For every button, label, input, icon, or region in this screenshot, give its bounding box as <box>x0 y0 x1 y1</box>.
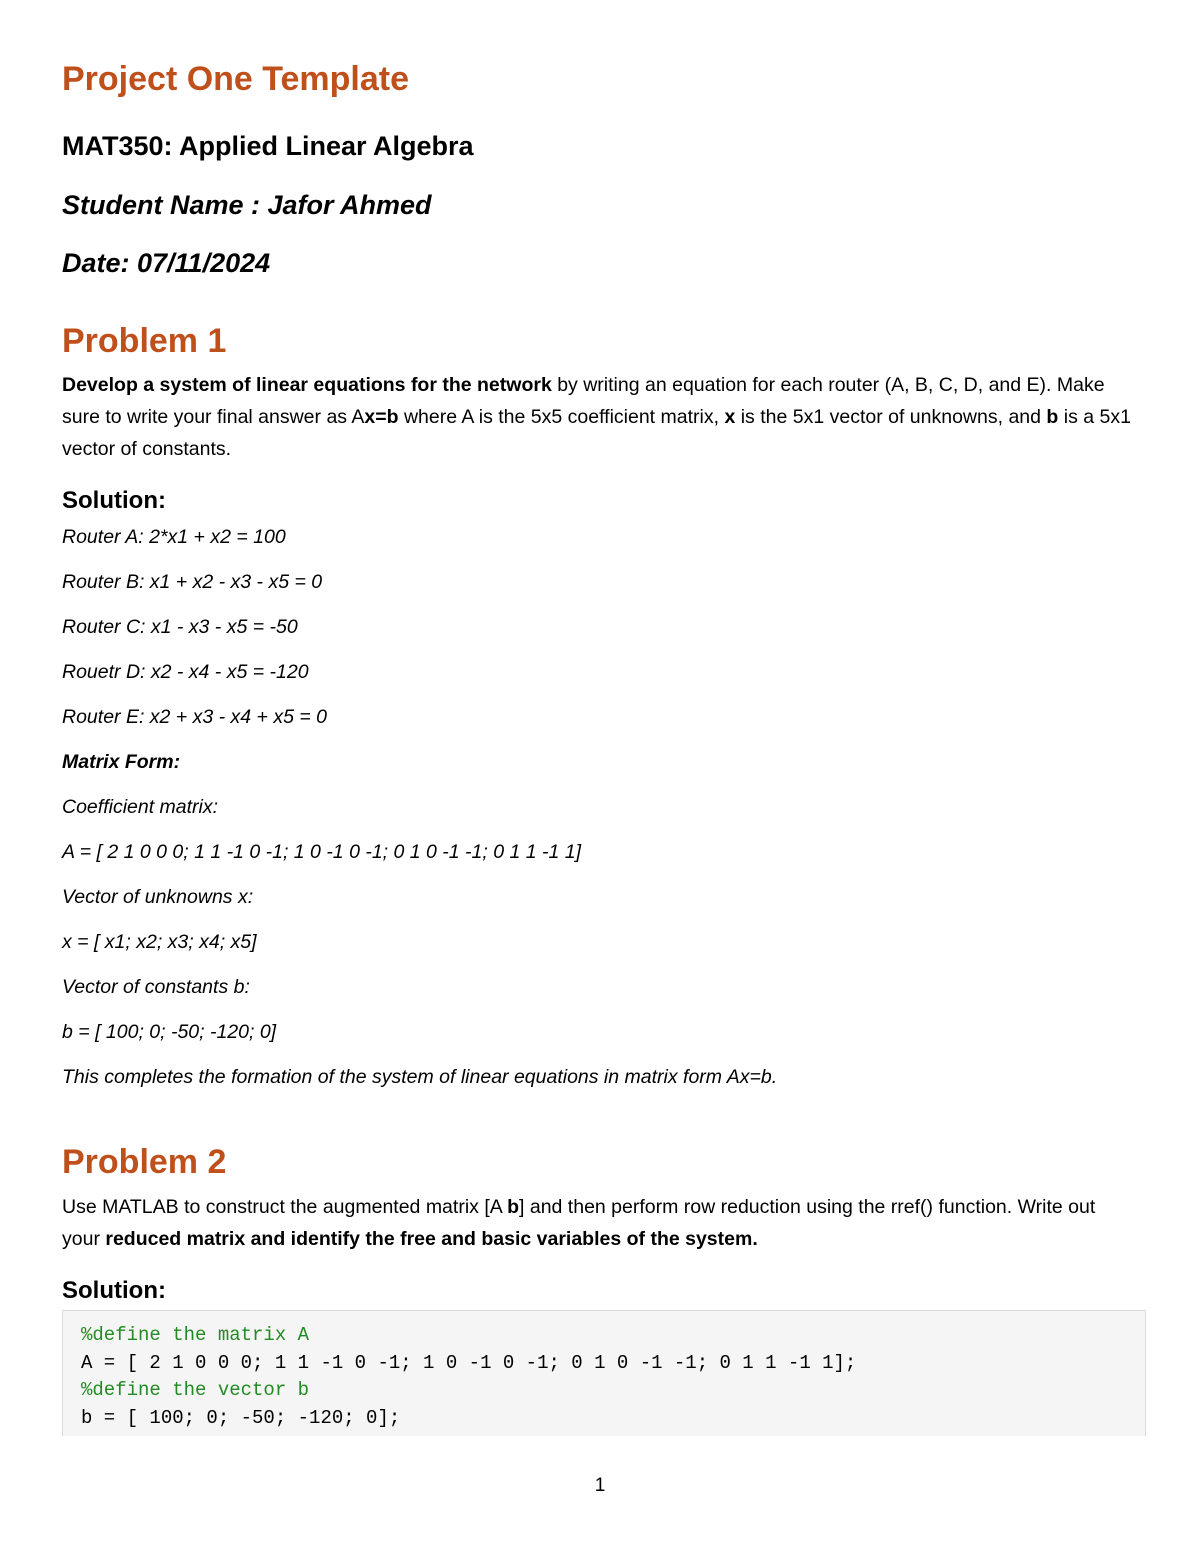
code-line: b = [ 100; 0; -50; -120; 0]; <box>81 1407 401 1429</box>
prompt-text: Use MATLAB to construct the augmented matrix [A <box>62 1196 508 1218</box>
course-title: MAT350: Applied Linear Algebra <box>62 131 474 161</box>
constants-vector-value: b = [ 100; 0; -50; -120; 0] <box>62 1021 277 1043</box>
prompt-text: by writing an equation for each router (A, B, C, D, and E). Make sure to write your final answer as A <box>62 374 1105 428</box>
prompt-bold-text: b <box>1046 406 1059 428</box>
constants-vector-label: Vector of constants b: <box>62 976 250 998</box>
problem-1-solution-heading: Solution: <box>62 487 166 514</box>
prompt-text: ] and then perform row reduction using the rref() function. Write out your <box>62 1196 1096 1250</box>
problem-1-heading: Problem 1 <box>62 322 227 360</box>
router-c-equation: Router C: x1 - x3 - x5 = -50 <box>62 616 298 638</box>
router-d-equation: Rouetr D: x2 - x4 - x5 = -120 <box>62 661 309 683</box>
router-e-equation: Router E: x2 + x3 - x4 + x5 = 0 <box>62 706 328 728</box>
code-line-comment: %define the vector b <box>81 1379 310 1401</box>
problem-2-prompt <box>62 1191 1132 1255</box>
prompt-bold-text: b <box>507 1196 520 1218</box>
page-number: 1 <box>594 1475 606 1496</box>
prompt-bold-text: Develop a system of linear equations for the network <box>62 374 552 396</box>
coefficient-matrix-label: Coefficient matrix: <box>62 796 219 818</box>
code-line: A = [ 2 1 0 0 0; 1 1 -1 0 -1; 1 0 -1 0 -1; 0 1 0 -1 -1; 0 1 1 -1 1]; <box>81 1352 857 1374</box>
prompt-bold-text: x <box>724 406 736 428</box>
prompt-bold-text: reduced matrix and identify the free and basic variables of the system. <box>105 1228 758 1250</box>
problem-1-prompt <box>62 369 1132 465</box>
problem-2-solution-heading: Solution: <box>62 1277 166 1304</box>
document-title: Project One Template <box>62 60 410 98</box>
student-name: Student Name : Jafor Ahmed <box>62 190 432 220</box>
prompt-text: is the 5x1 vector of unknowns, and <box>735 406 1047 428</box>
matlab-code-block <box>62 1310 1146 1436</box>
prompt-text: where A is the 5x5 coefficient matrix, <box>398 406 725 428</box>
code-line-comment: %define the matrix A <box>81 1324 310 1346</box>
prompt-bold-text: x=b <box>364 406 399 428</box>
prompt-text: is a 5x1 vector of constants. <box>62 406 1131 460</box>
router-a-equation: Router A: 2*x1 + x2 = 100 <box>62 526 286 548</box>
unknowns-vector-label: Vector of unknowns x: <box>62 886 254 908</box>
unknowns-vector-value: x = [ x1; x2; x3; x4; x5] <box>62 931 257 953</box>
matrix-form-label: Matrix Form: <box>62 751 181 773</box>
problem-1-conclusion: This completes the formation of the system of linear equations in matrix form Ax=b. <box>62 1066 778 1088</box>
problem-2-heading: Problem 2 <box>62 1143 227 1181</box>
coefficient-matrix-value: A = [ 2 1 0 0 0; 1 1 -1 0 -1; 1 0 -1 0 -1; 0 1 0 -1 -1; 0 1 1 -1 1] <box>62 841 582 863</box>
document-date: Date: 07/11/2024 <box>62 248 271 278</box>
router-b-equation: Router B: x1 + x2 - x3 - x5 = 0 <box>62 571 323 593</box>
